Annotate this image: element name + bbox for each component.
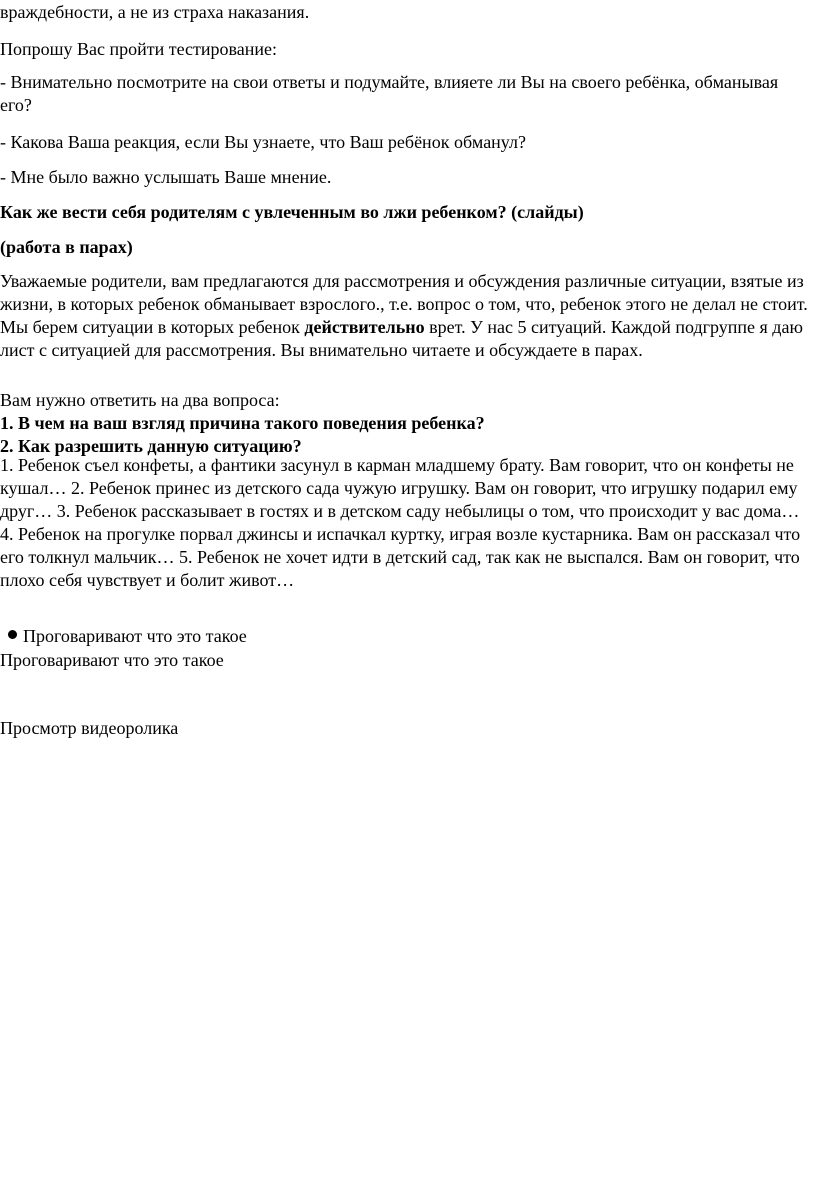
text-line-testing: Попрошу Вас пройти тестирование: (0, 39, 278, 59)
text-line-hostility: враждебности, а не из страха наказания. (0, 2, 310, 22)
section-heading: Как же вести себя родителям с увлеченным во лжи ребенком? (слайды) (0, 202, 584, 222)
situations-paragraph: 1. Ребенок съел конфеты, а фантики засунул в карман младшему брату. Вам говорит, что он конфеты не кушал… 2. Ребенок принес из детского сада чужую игрушку. Вам он говорит, что игрушку подарил ему друг… 3. Ребенок рассказывает в гостях и в детском саду небылицы о том, что происходит у вас дома… 4. Ребенок на прогулке порвал джинсы и испачкал куртку, играя возле кустарника. Вам он рассказал что его толкнул мальчик… 5. Ребенок не хочет идти в детский сад, так как не выспался. Вам он говорит, что плохо себя чувствует и болит живот… (0, 455, 801, 590)
plain-item: Проговаривают что это такое (0, 650, 224, 670)
question-reaction: - Какова Ваша реакция, если Вы узнаете, что Ваш ребёнок обманул? (0, 132, 526, 152)
questions-intro: Вам нужно ответить на два вопроса: (0, 390, 280, 410)
intro-text-2: врет. У нас 5 ситуаций. Каждой подгруппе я даю лист с ситуацией для рассмотрения. Вы внимательно читаете и обсуждаете в парах. (0, 317, 803, 360)
intro-emphasis: действительно (304, 317, 425, 337)
question-influence: - Внимательно посмотрите на свои ответы и подумайте, влияете ли Вы на своего ребёнка, обманывая его? (0, 72, 779, 115)
intro-paragraph (0, 270, 812, 362)
intro-text-1: Уважаемые родители, вам предлагаются для рассмотрения и обсуждения различные ситуации, взятые из жизни, в которых ребенок обманывает взрослого., т.е. вопрос о том, что, ребенок этого не делал не стоит. Мы берем ситуации в которых ребенок (0, 271, 808, 337)
question-cause: 1. В чем на ваш взгляд причина такого поведения ребенка? (0, 413, 485, 433)
bullet-icon (8, 630, 17, 639)
section-subheading: (работа в парах) (0, 237, 133, 257)
question-opinion: - Мне было важно услышать Ваше мнение. (0, 167, 332, 187)
questions-block (0, 389, 812, 458)
bullet-item-text: Проговаривают что это такое (23, 626, 247, 646)
bullet-list-item (8, 625, 247, 648)
video-line: Просмотр видеоролика (0, 718, 179, 738)
question-resolve: 2. Как разрешить данную ситуацию? (0, 436, 302, 456)
